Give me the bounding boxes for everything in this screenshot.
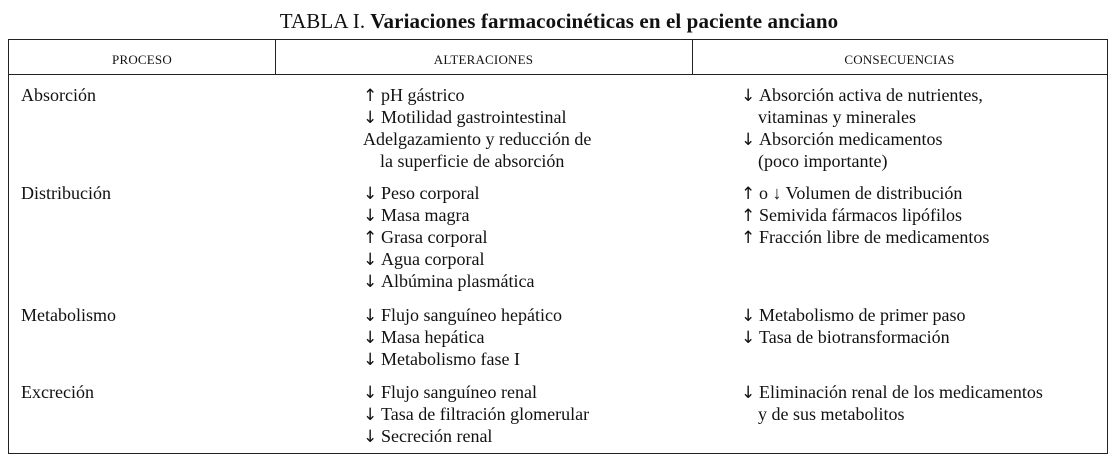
- arrow-down-icon: ↓: [363, 184, 378, 204]
- arrow-down-icon: ↓: [363, 206, 378, 226]
- alteraciones-line: [363, 248, 534, 270]
- consecuencias-text: Absorción activa de nutrientes,: [759, 85, 983, 105]
- consecuencias-text: Semivida fármacos lipófilos: [759, 205, 962, 225]
- alteraciones-text: Peso corporal: [381, 183, 480, 203]
- consecuencias-text: Absorción medicamentos: [759, 129, 943, 149]
- arrow-up-icon: ↑: [741, 206, 756, 226]
- consecuencias-line: [741, 204, 989, 226]
- consecuencias-text: y de sus metabolitos: [758, 404, 905, 424]
- alteraciones-line: [363, 304, 562, 326]
- consecuencias-line: [741, 226, 989, 248]
- arrow-down-icon: ↓: [741, 130, 756, 150]
- alteraciones-text: Flujo sanguíneo hepático: [381, 305, 562, 325]
- table-title-main: Variaciones farmacocinéticas en el paciente anciano: [365, 9, 839, 33]
- alteraciones-line: [363, 182, 534, 204]
- arrow-up-icon: ↑: [741, 228, 756, 248]
- alteraciones-text: Flujo sanguíneo renal: [381, 382, 537, 402]
- table-title-prefix: TABLA I.: [279, 9, 366, 33]
- consecuencias-text: Tasa de biotransformación: [759, 327, 950, 347]
- header-alteraciones: ALTERACIONES: [275, 40, 693, 74]
- consecuencias-text: vitaminas y minerales: [758, 107, 916, 127]
- arrow-down-icon: ↓: [741, 383, 756, 403]
- alteraciones-text: Secreción renal: [381, 426, 493, 446]
- consecuencias-line: [741, 304, 965, 326]
- consecuencias-cell: [741, 381, 1043, 425]
- header-proceso: PROCESO: [9, 40, 276, 74]
- alteraciones-line: [363, 403, 589, 425]
- alteraciones-text: Adelgazamiento y reducción de: [363, 129, 592, 149]
- arrow-up-icon: ↑: [741, 184, 756, 204]
- alteraciones-line: [363, 226, 534, 248]
- alteraciones-text: pH gástrico: [381, 85, 465, 105]
- header-consecuencias: CONSECUENCIAS: [844, 52, 955, 67]
- row-proceso-label: Distribución: [21, 183, 111, 203]
- consecuencias-cell: [741, 84, 983, 172]
- row-proceso-label: Absorción: [21, 85, 96, 105]
- alteraciones-text: la superficie de absorción: [380, 151, 565, 171]
- alteraciones-line: [363, 150, 591, 172]
- alteraciones-text: Grasa corporal: [381, 227, 488, 247]
- arrow-down-icon: ↓: [363, 306, 378, 326]
- arrow-down-icon: ↓: [363, 383, 378, 403]
- table-title: [0, 8, 1118, 34]
- table-header: [9, 40, 1107, 75]
- consecuencias-line: [741, 326, 965, 348]
- arrow-down-icon: ↓: [363, 250, 378, 270]
- arrow-down-icon: ↓: [363, 350, 378, 370]
- alteraciones-line: [363, 381, 589, 403]
- arrow-down-icon: ↓: [363, 328, 378, 348]
- alteraciones-cell: [363, 84, 591, 172]
- consecuencias-cell: [741, 304, 965, 348]
- consecuencias-line: [741, 182, 989, 204]
- alteraciones-line: [363, 84, 591, 106]
- arrow-down-icon: ↓: [741, 306, 756, 326]
- consecuencias-text: Fracción libre de medicamentos: [759, 227, 990, 247]
- consecuencias-text: Metabolismo de primer paso: [759, 305, 966, 325]
- consecuencias-line: [741, 381, 1043, 403]
- consecuencias-line: [741, 106, 983, 128]
- pharmacokinetics-table: [8, 39, 1108, 454]
- arrow-down-icon: ↓: [741, 86, 756, 106]
- alteraciones-line: [363, 128, 591, 150]
- alteraciones-line: [363, 348, 562, 370]
- alteraciones-cell: [363, 182, 534, 292]
- alteraciones-text: Metabolismo fase I: [381, 349, 520, 369]
- arrow-down-icon: ↓: [741, 328, 756, 348]
- alteraciones-text: Agua corporal: [381, 249, 485, 269]
- alteraciones-cell: [363, 304, 562, 370]
- consecuencias-line: [741, 403, 1043, 425]
- consecuencias-text: o ↓ Volumen de distribución: [759, 183, 963, 203]
- arrow-up-icon: ↑: [363, 86, 378, 106]
- row-proceso-label: Metabolismo: [21, 305, 116, 325]
- alteraciones-cell: [363, 381, 589, 447]
- consecuencias-line: [741, 84, 983, 106]
- arrow-down-icon: ↓: [363, 272, 378, 292]
- arrow-down-icon: ↓: [363, 405, 378, 425]
- consecuencias-text: (poco importante): [758, 151, 888, 171]
- arrow-down-icon: ↓: [363, 427, 378, 447]
- consecuencias-line: [741, 128, 983, 150]
- alteraciones-text: Motilidad gastrointestinal: [381, 107, 567, 127]
- consecuencias-cell: [741, 182, 989, 248]
- alteraciones-line: [363, 326, 562, 348]
- alteraciones-line: [363, 204, 534, 226]
- alteraciones-text: Tasa de filtración glomerular: [381, 404, 590, 424]
- alteraciones-text: Albúmina plasmática: [381, 271, 535, 291]
- alteraciones-line: [363, 106, 591, 128]
- alteraciones-line: [363, 270, 534, 292]
- consecuencias-text: Eliminación renal de los medicamentos: [759, 382, 1043, 402]
- alteraciones-line: [363, 425, 589, 447]
- alteraciones-text: Masa hepática: [381, 327, 485, 347]
- row-proceso-label: Excreción: [21, 382, 94, 402]
- consecuencias-line: [741, 150, 983, 172]
- arrow-down-icon: ↓: [363, 108, 378, 128]
- arrow-up-icon: ↑: [363, 228, 378, 248]
- alteraciones-text: Masa magra: [381, 205, 470, 225]
